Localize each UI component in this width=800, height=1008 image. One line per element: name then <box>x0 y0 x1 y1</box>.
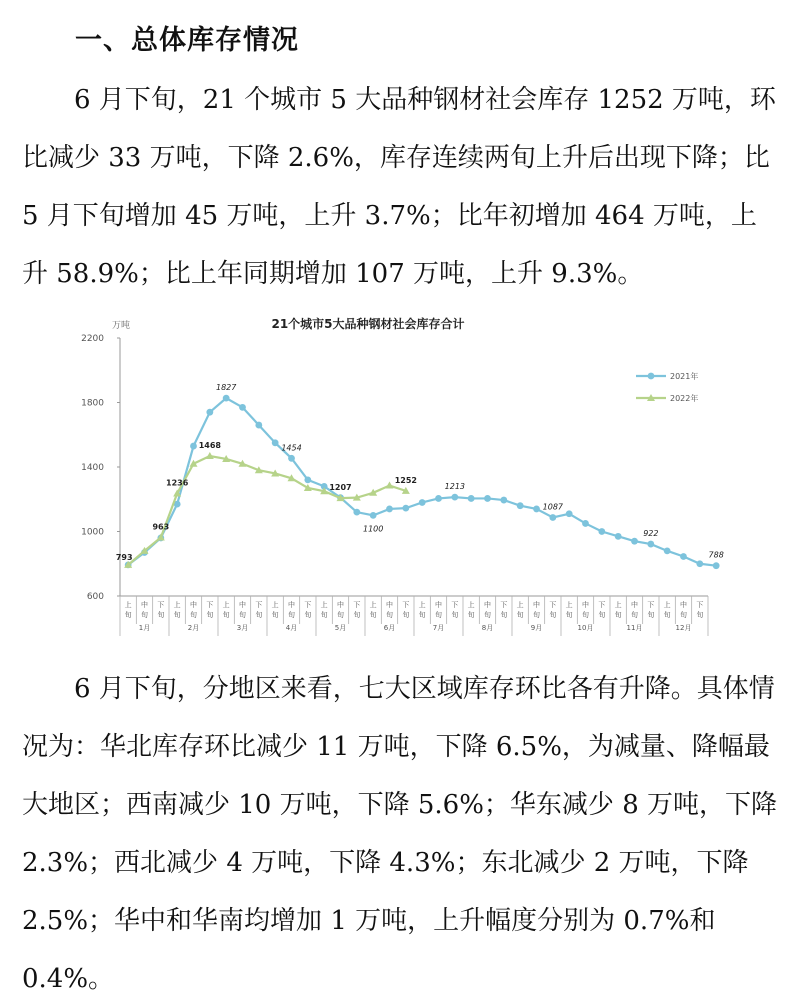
section-heading: 一、总体库存情况 <box>75 25 299 56</box>
x-tick-label-top: 中 <box>680 601 687 609</box>
data-label: 1213 <box>444 482 466 492</box>
x-tick-label-top: 上 <box>222 601 230 609</box>
x-tick-label-top: 中 <box>239 601 246 609</box>
data-point <box>533 506 540 513</box>
x-tick-label-bottom: 旬 <box>173 611 181 619</box>
x-tick-label-bottom: 旬 <box>386 611 393 619</box>
x-tick-label-bottom: 旬 <box>337 611 344 619</box>
x-tick-label-top: 下 <box>500 601 508 609</box>
x-tick-label-bottom: 旬 <box>663 611 671 619</box>
y-axis-unit: 万吨 <box>112 321 131 331</box>
x-tick-label-top: 中 <box>141 601 148 609</box>
x-tick-label-bottom: 旬 <box>402 611 410 619</box>
x-tick-label-bottom: 旬 <box>157 611 165 619</box>
x-tick-label-bottom: 旬 <box>304 611 312 619</box>
data-label: 1454 <box>281 443 302 453</box>
x-tick-label-top: 中 <box>288 601 295 609</box>
data-point <box>713 562 720 569</box>
x-tick-label-top: 中 <box>631 601 638 609</box>
data-point <box>566 510 573 517</box>
data-point <box>402 505 409 512</box>
x-tick-label-top: 上 <box>320 601 328 609</box>
month-label: 4月 <box>285 624 298 632</box>
x-tick-label-bottom: 旬 <box>500 611 508 619</box>
regional-text: 6 月下旬，分地区来看，七大区域库存环比各有升降。具体情况为：华北库存环比减少 11 万吨，下降 6.5%，为减量、降幅最大地区；西南减少 10 万吨，下降 5.6%；华东减少 8 万吨，下降 2.3%；西北减少 4 万吨，下降 4.3%；东北减少 2 万吨，下降 2.5%；华中和华南均增加 1 万吨，上升幅度分别为 0.7%和 0.4%。 <box>22 674 778 994</box>
summary-text: 6 月下旬，21 个城市 5 大品种钢材社会库存 1252 万吨，环比减少 33 万吨，下降 2.6%，库存连续两旬上升后出现下降；比 5 月下旬增加 45 万吨，上升 3.7%；比年初增加 464 万吨，上升 58.9%；比上年同期增加 107 万吨，上升 9.3%。 <box>22 85 776 289</box>
data-point <box>353 509 360 516</box>
y-tick-label: 1000 <box>81 527 104 538</box>
x-tick-label-bottom: 旬 <box>631 611 638 619</box>
x-tick-label-bottom: 旬 <box>353 611 361 619</box>
x-tick-label-top: 中 <box>533 601 540 609</box>
month-label: 3月 <box>236 624 249 632</box>
data-point <box>582 520 589 527</box>
month-label: 9月 <box>530 624 543 632</box>
chart-title: 21个城市5大品种钢材社会库存合计 <box>271 317 465 331</box>
x-tick-label-bottom: 旬 <box>418 611 426 619</box>
data-point <box>206 409 213 416</box>
x-tick-label-bottom: 旬 <box>435 611 442 619</box>
data-point <box>517 502 524 509</box>
summary-paragraph <box>22 71 782 303</box>
data-point <box>500 497 507 504</box>
x-tick-label-bottom: 旬 <box>598 611 606 619</box>
x-tick-label-top: 上 <box>173 601 181 609</box>
data-point <box>288 455 295 462</box>
data-label: 1468 <box>198 441 221 451</box>
data-label: 1252 <box>394 475 417 485</box>
data-point <box>598 528 605 535</box>
legend-label: 2021年 <box>670 372 699 381</box>
x-tick-label-top: 下 <box>696 601 704 609</box>
x-tick-label-bottom: 旬 <box>484 611 491 619</box>
data-label: 1100 <box>362 524 384 534</box>
x-tick-label-bottom: 旬 <box>239 611 246 619</box>
data-point <box>615 533 622 540</box>
legend-marker <box>648 373 655 380</box>
x-tick-label-top: 中 <box>337 601 344 609</box>
regional-paragraph <box>22 660 782 1008</box>
x-tick-label-top: 下 <box>451 601 459 609</box>
y-tick-label: 1800 <box>81 398 104 409</box>
x-tick-label-top: 中 <box>386 601 393 609</box>
month-label: 6月 <box>383 624 396 632</box>
x-tick-label-top: 中 <box>484 601 491 609</box>
data-point <box>190 443 197 450</box>
data-label: 1087 <box>542 502 564 512</box>
legend-label: 2022年 <box>670 394 699 403</box>
x-tick-label-bottom: 旬 <box>369 611 377 619</box>
x-tick-label-bottom: 旬 <box>565 611 573 619</box>
x-tick-label-bottom: 旬 <box>467 611 475 619</box>
x-tick-label-bottom: 旬 <box>255 611 263 619</box>
data-label: 1827 <box>215 383 237 393</box>
x-tick-label-bottom: 旬 <box>533 611 540 619</box>
data-label: 922 <box>643 529 659 539</box>
data-point <box>549 514 556 521</box>
x-tick-label-bottom: 旬 <box>320 611 328 619</box>
x-tick-label-top: 中 <box>582 601 589 609</box>
data-label: 793 <box>115 552 133 562</box>
x-tick-label-bottom: 旬 <box>206 611 214 619</box>
x-tick-label-top: 下 <box>647 601 655 609</box>
data-point <box>451 494 458 501</box>
month-label: 12月 <box>675 624 692 632</box>
x-tick-label-top: 上 <box>418 601 426 609</box>
x-tick-label-top: 下 <box>549 601 557 609</box>
x-tick-label-bottom: 旬 <box>271 611 279 619</box>
x-tick-label-top: 下 <box>157 601 165 609</box>
x-tick-label-top: 上 <box>467 601 475 609</box>
x-tick-label-bottom: 旬 <box>451 611 459 619</box>
series-line-2022年 <box>128 456 406 565</box>
data-point <box>647 541 654 548</box>
data-point <box>223 395 230 402</box>
month-label: 2月 <box>187 624 200 632</box>
data-point <box>386 482 394 489</box>
data-label: 963 <box>152 522 170 532</box>
data-point <box>272 439 279 446</box>
data-label: 1207 <box>329 483 352 493</box>
x-tick-label-bottom: 旬 <box>549 611 557 619</box>
data-point <box>468 495 475 502</box>
x-tick-label-top: 下 <box>304 601 312 609</box>
x-tick-label-top: 下 <box>206 601 214 609</box>
x-tick-label-bottom: 旬 <box>680 611 687 619</box>
x-tick-label-top: 下 <box>402 601 410 609</box>
month-label: 7月 <box>432 624 445 632</box>
month-label: 10月 <box>577 624 594 632</box>
month-label: 8月 <box>481 624 494 632</box>
x-tick-label-top: 上 <box>516 601 524 609</box>
x-tick-label-top: 上 <box>663 601 671 609</box>
x-tick-label-top: 上 <box>369 601 377 609</box>
month-label: 1月 <box>138 624 151 632</box>
x-tick-label-top: 上 <box>124 601 132 609</box>
x-tick-label-top: 上 <box>614 601 622 609</box>
data-point <box>696 560 703 567</box>
series-line-2021年 <box>128 398 716 566</box>
data-point <box>484 495 491 502</box>
y-tick-label: 2200 <box>81 334 104 344</box>
data-label: 1236 <box>166 478 189 488</box>
x-tick-label-top: 下 <box>255 601 263 609</box>
x-tick-label-bottom: 旬 <box>614 611 622 619</box>
data-point <box>370 512 377 519</box>
month-label: 11月 <box>626 624 643 632</box>
data-point <box>664 547 671 554</box>
x-tick-label-top: 中 <box>190 601 197 609</box>
data-point <box>239 404 246 411</box>
x-tick-label-top: 下 <box>598 601 606 609</box>
data-point <box>680 553 687 560</box>
x-tick-label-bottom: 旬 <box>582 611 589 619</box>
x-tick-label-bottom: 旬 <box>647 611 655 619</box>
x-tick-label-bottom: 旬 <box>516 611 524 619</box>
x-tick-label-top: 中 <box>435 601 442 609</box>
x-tick-label-bottom: 旬 <box>222 611 230 619</box>
x-tick-label-bottom: 旬 <box>124 611 132 619</box>
x-tick-label-bottom: 旬 <box>288 611 295 619</box>
data-label: 788 <box>708 550 724 560</box>
y-tick-label: 1400 <box>81 463 104 473</box>
x-tick-label-top: 下 <box>353 601 361 609</box>
x-tick-label-top: 上 <box>271 601 279 609</box>
month-label: 5月 <box>334 624 347 632</box>
data-point <box>304 477 311 484</box>
data-point <box>631 538 638 545</box>
x-tick-label-bottom: 旬 <box>141 611 148 619</box>
data-point <box>435 495 442 502</box>
x-tick-label-bottom: 旬 <box>696 611 704 619</box>
data-point <box>386 506 393 513</box>
x-tick-label-top: 上 <box>565 601 573 609</box>
data-point <box>255 422 262 429</box>
x-tick-label-bottom: 旬 <box>190 611 197 619</box>
inventory-line-chart <box>68 306 728 638</box>
y-tick-label: 600 <box>86 592 104 602</box>
data-point <box>419 499 426 506</box>
